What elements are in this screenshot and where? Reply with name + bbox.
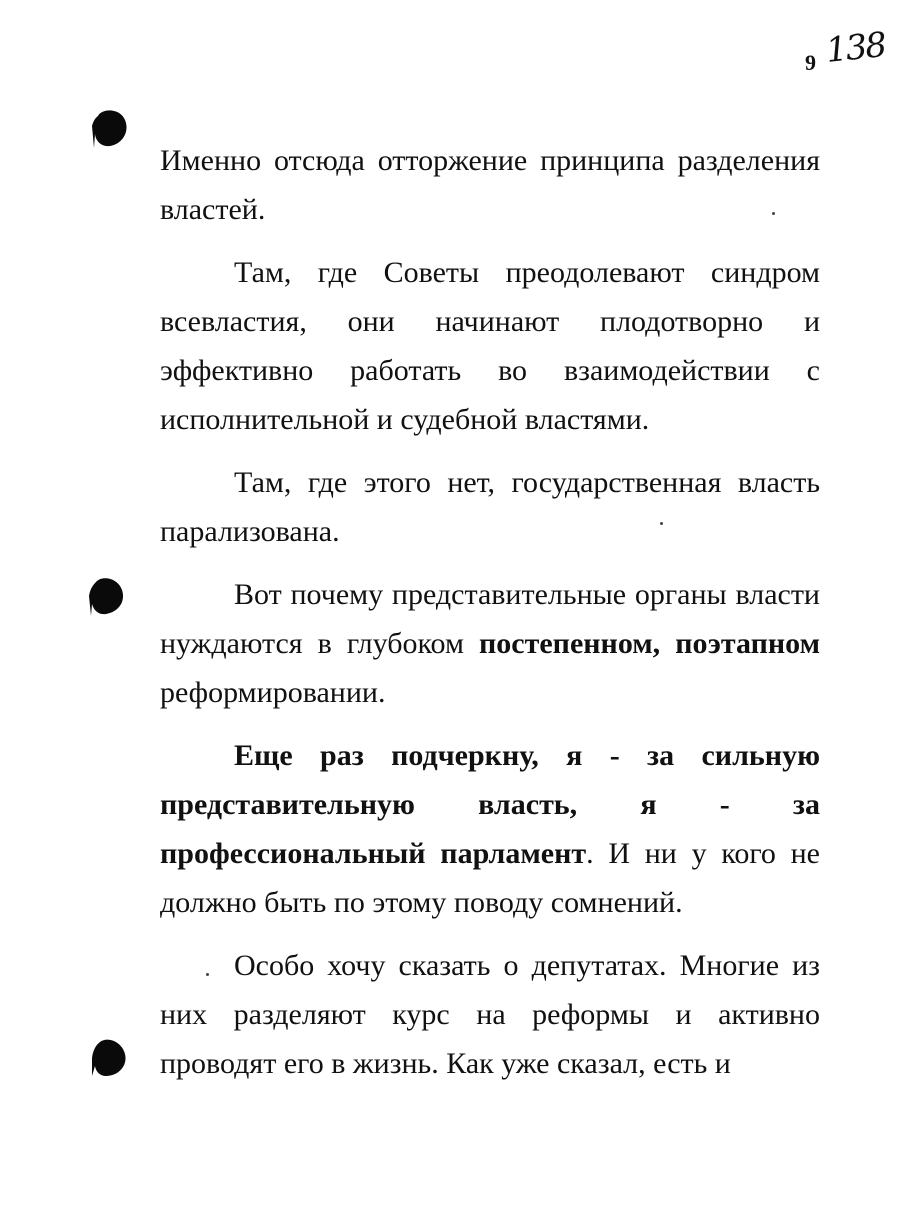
paragraph-4 <box>160 570 820 717</box>
page-number: 9 <box>805 50 816 75</box>
paragraph-5 <box>160 731 820 927</box>
paragraph-6: Особо хочу сказать о депутатах. Многие из них разделяют курс на реформы и активно проводят его в жизнь. Как уже сказал, есть и <box>160 949 820 1080</box>
paragraph-5-end: . И ни у кого не должно быть по этому поводу сомнений. <box>160 837 820 919</box>
paragraph-4-start: Вот почему представительные органы власти нуждаются в глубоком <box>160 578 820 660</box>
document-body <box>160 136 820 1102</box>
paragraph-5-emphasis: Еще раз подчеркну, я - за сильную представительную власть, я - за профессиональный парламент <box>160 739 820 870</box>
punch-hole-mark <box>92 106 130 150</box>
handwritten-page-number: 138 <box>824 25 887 71</box>
paragraph-4-emphasis: постепенном, поэтапном <box>479 627 820 660</box>
punch-hole-mark <box>88 574 126 618</box>
paragraph-1: Именно отсюда отторжение принципа разделения властей. <box>160 144 820 226</box>
punch-hole-mark <box>90 1036 128 1080</box>
paragraph-3: Там, где этого нет, государственная власть парализована. <box>160 466 820 548</box>
paragraph-4-end: реформировании. <box>160 676 386 709</box>
paragraph-2: Там, где Советы преодолевают синдром всевластия, они начинают плодотворно и эффективно работать во взаимодействии с исполнительной и судебной властями. <box>160 256 820 436</box>
